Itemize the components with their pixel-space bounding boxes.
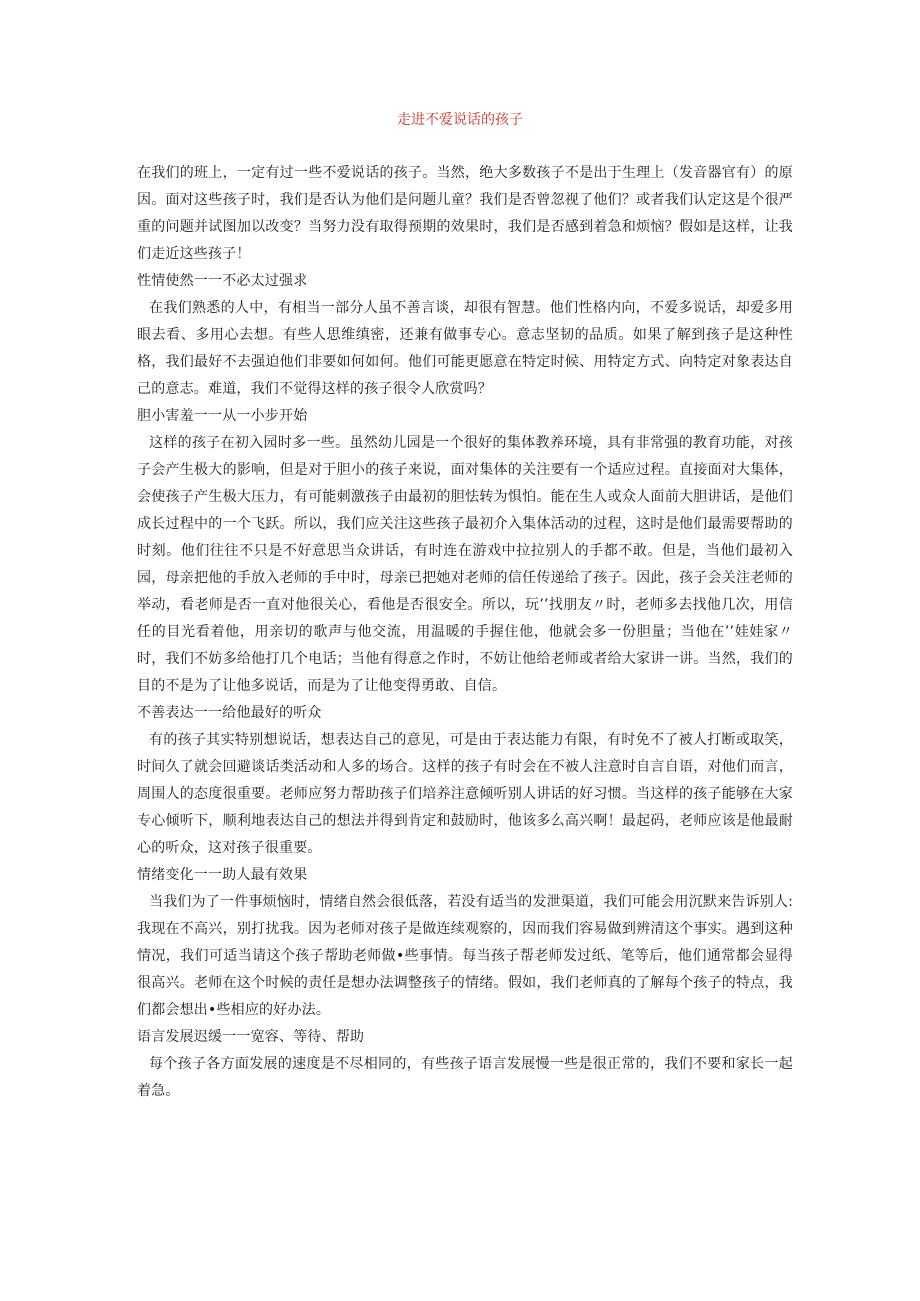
section-body-language-delay: 每个孩子各方面发展的速度是不尽相同的，有些孩子语言发展慢一些是很正常的，我们不要和家长一起着急。 (137, 1056, 793, 1099)
section-body-temperament: 在我们熟悉的人中，有相当一部分人虽不善言谈，却很有智慧。他们性格内向，不爱多说话，却爱多用眼去看、多用心去想。有些人思维缜密，还兼有做事专心。意志坚韧的品质。如果了解到孩子是这种性格，我们最好不去强迫他们非要如何如何。他们可能更愿意在特定时候、用特定方式、向特定对象表达自己的意志。难道，我们不觉得这样的孩子很令人欣赏吗？ (137, 300, 793, 397)
document-body (137, 160, 793, 1105)
section-heading-expression: 不善表达一一给他最好的听众 (137, 705, 322, 721)
intro-paragraph: 在我们的班上，一定有过一些不爱说话的孩子。当然，绝大多数孩子不是出于生理上（发音器官有）的原因。面对这些孩子时，我们是否认为他们是问题儿童？我们是否曾忽视了他们？或者我们认定这是个很严重的问题并试图加以改变？当努力没有取得预期的效果时，我们是否感到着急和烦恼？假如是这样，让我们走近这些孩子！ (137, 165, 793, 262)
section-heading-temperament: 性情使然一一不必太过强求 (137, 273, 308, 289)
section-heading-shy: 胆小害羞一一从一小步开始 (137, 408, 308, 424)
section-body-emotion: 当我们为了一件事烦恼时，情绪自然会很低落，若没有适当的发泄渠道，我们可能会用沉默来告诉别人:我现在不高兴，别打扰我。因为老师对孩子是做连续观察的，因而我们容易做到辨清这个事实。遇到这种情况，我们可适当请这个孩子帮助老师做•些事情。每当孩子帮老师发过纸、笔等后，他们通常都会显得很高兴。老师在这个时候的责任是想办法调整孩子的情绪。假如，我们老师真的了解每个孩子的特点，我们都会想出•些相应的好办法。 (137, 894, 793, 1018)
section-body-expression: 有的孩子其实特别想说话，想表达自己的意见，可是由于表达能力有限，有时免不了被人打断或取笑，时间久了就会回避谈话类活动和人多的场合。这样的孩子有时会在不被人注意时自言自语，对他们而言，周围人的态度很重要。老师应努力帮助孩子们培养注意倾听别人讲话的好习惯。当这样的孩子能够在大家专心倾听下，顺利地表达自己的想法并得到肯定和鼓励时，他该多么高兴啊！最起码，老师应该是他最耐心的听众，这对孩子很重要。 (137, 732, 793, 856)
section-body-shy: 这样的孩子在初入园时多一些。虽然幼儿园是一个很好的集体教养环境，具有非常强的教育功能，对孩子会产生极大的影响，但是对于胆小的孩子来说，面对集体的关注要有一个适应过程。直接面对大集体，会使孩子产生极大压力，有可能刺激孩子由最初的胆怯转为惧怕。能在生人或众人面前大胆讲话，是他们成长过程中的一个飞跃。所以，我们应关注这些孩子最初介入集体活动的过程，这时是他们最需要帮助的时刻。他们往往不只是不好意思当众讲话，有时连在游戏中拉拉别人的手都不敢。但是，当他们最初入园，母亲把他的手放入老师的手中时，母亲已把她对老师的信任传递给了孩子。因此，孩子会关注老师的举动，看老师是否一直对他很关心，看他是否很安全。所以，玩’’找朋友〃时，老师多去找他几次，用信任的目光看着他，用亲切的歌声与他交流，用温暖的手握住他，他就会多一份胆量；当他在’’娃娃家〃时，我们不妨多给他打几个电话；当他有得意之作时，不妨让他给老师或者给大家讲一讲。当然，我们的目的不是为了让他多说话，而是为了让他变得勇敢、自信。 (137, 435, 793, 694)
section-heading-language-delay: 语言发展迟缓一一宽容、等待、帮助 (137, 1029, 365, 1045)
document-title: 走进不爱说话的孩子 (397, 112, 523, 128)
section-heading-emotion: 情绪变化一一助人最有效果 (137, 867, 308, 883)
